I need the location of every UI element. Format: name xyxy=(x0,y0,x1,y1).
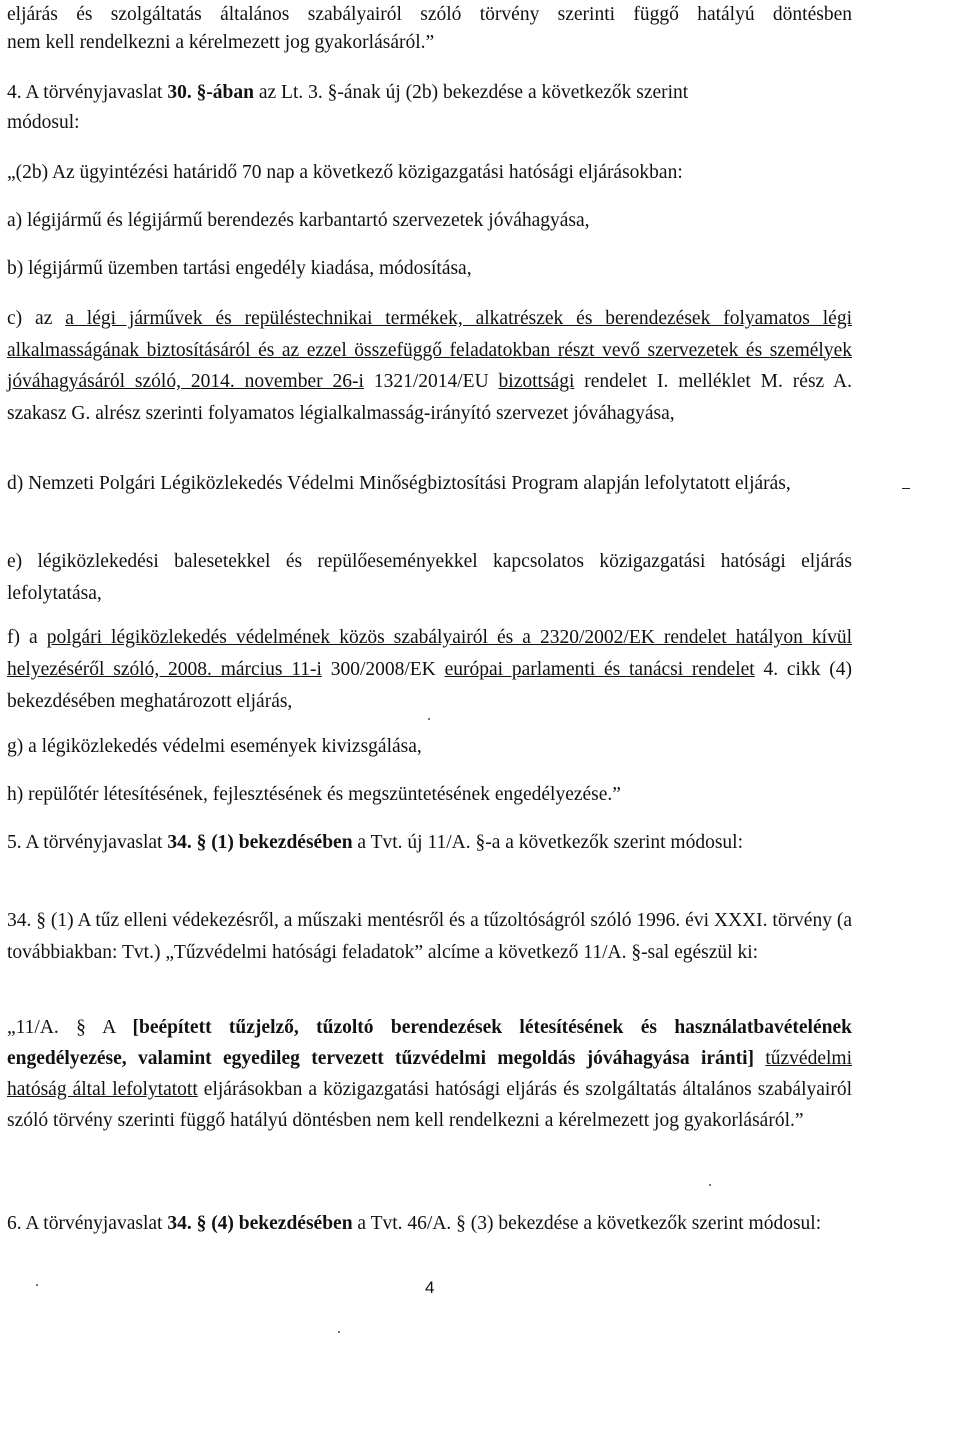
bold-text: 30. §-ában xyxy=(167,82,254,103)
text: c) az xyxy=(7,308,66,329)
text: módosul: xyxy=(7,112,80,133)
list-item-c xyxy=(7,303,852,429)
text: h) repülőtér létesítésének, fejlesztésének és megszüntetésének engedélyezése.” xyxy=(7,784,621,805)
text: 300/2008/EK xyxy=(321,659,445,680)
text: b) légijármű üzemben tartási engedély kiadása, módosítása, xyxy=(7,258,472,279)
text: 34. § (1) A tűz elleni védekezésről, a műszaki mentésről és a tűzoltóságról szóló 1996. évi XXXI. törvény (a továbbiakban: Tvt.) „Tűzvédelmi hatósági feladatok” alcíme a következő 11/A. §-sal egészül ki: xyxy=(7,910,852,963)
scan-speck xyxy=(36,1284,38,1286)
text: a Tvt. új 11/A. §-a a következők szerint módosul: xyxy=(352,832,744,853)
text: 4. cikk (4) bekezdésében meghatározott eljárás, xyxy=(7,659,852,712)
text: 1321/2014/EU xyxy=(363,371,499,392)
underlined-text: bizottsági xyxy=(498,371,575,392)
text: f) a xyxy=(7,627,47,648)
paragraph-amendment-4 xyxy=(7,78,852,138)
page-number: 4 xyxy=(425,1278,435,1297)
text xyxy=(754,1048,765,1069)
paragraph-continuation-line-1 xyxy=(7,0,852,30)
paragraph-2b-intro xyxy=(7,158,852,188)
text: az Lt. 3. §-ának új (2b) bekezdése a következők szerint xyxy=(254,82,689,103)
bold-text: 34. § (4) bekezdésében xyxy=(167,1213,353,1234)
scan-speck xyxy=(338,1331,340,1333)
text: rendelet I. melléklet M. rész A. szakasz G. alrész szerinti folyamatos légialkalmasság-irányító szervezet jóváhagyása, xyxy=(7,371,852,424)
underlined-text: európai parlamenti és tanácsi rendelet xyxy=(444,659,755,680)
text: 5. A törvényjavaslat xyxy=(7,832,168,853)
underlined-text: a légi járművek és repüléstechnikai termékek, alkatrészek és berendezések folyamatos légi alkalmasságának biztosításáról és az ezzel összefüggő feladatokban részt vevő szervezetek és személyek jóváhagyásáról szóló, 2014. november 26-i xyxy=(7,308,852,392)
list-item-d xyxy=(7,468,852,500)
text: g) a légiközlekedés védelmi események kivizsgálása, xyxy=(7,736,422,757)
text: a) légijármű és légijármű berendezés karbantartó szervezetek jóváhagyása, xyxy=(7,210,590,231)
bold-text: 34. § (1) bekezdésében xyxy=(167,832,353,853)
text: „11/A. § A xyxy=(7,1017,133,1038)
list-item-h xyxy=(7,780,852,810)
paragraph-section-11a xyxy=(7,1012,852,1136)
scan-speck xyxy=(709,1184,711,1186)
text: „(2b) Az ügyintézési határidő 70 nap a következő közigazgatási hatósági eljárásokban: xyxy=(7,162,683,183)
paragraph-amendment-6 xyxy=(7,1208,852,1239)
text: d) Nemzeti Polgári Légiközlekedés Védelmi Minőségbiztosítási Program alapján lefolytatott eljárás, xyxy=(7,473,791,494)
underlined-text: tűzvédelmi hatóság által lefolytatott xyxy=(7,1048,852,1100)
list-item-e xyxy=(7,546,852,610)
text: e) légiközlekedési balesetekkel és repülőeseményekkel kapcsolatos közigazgatási hatósági eljárás lefolytatása, xyxy=(7,551,852,604)
paragraph-continuation-line-2 xyxy=(7,28,852,58)
list-item-g xyxy=(7,732,852,762)
text: eljárásokban a közigazgatási hatósági eljárás és szolgáltatás általános szabályairól szóló törvény szerinti függő hatályú döntésben nem kell rendelkezni a kérelmezett jog gyakorlásáról.” xyxy=(7,1079,852,1131)
text: nem kell rendelkezni a kérelmezett jog gyakorlásáról.” xyxy=(7,32,435,53)
text: a Tvt. 46/A. § (3) bekezdése a következők szerint módosul: xyxy=(352,1213,822,1234)
list-item-f xyxy=(7,622,852,718)
paragraph-amendment-5 xyxy=(7,827,852,858)
bold-text: [beépített tűzjelző, tűzoltó berendezések létesítésének és használatbavételének engedélyezése, valamint egyedileg tervezett tűzvédelmi megoldás jóváhagyása iránti] xyxy=(7,1017,852,1069)
text: 6. A törvényjavaslat xyxy=(7,1213,168,1234)
text: 4. A törvényjavaslat xyxy=(7,82,168,103)
list-item-b xyxy=(7,254,852,284)
margin-mark xyxy=(902,488,910,489)
scan-speck xyxy=(428,718,430,720)
paragraph-section-34-1 xyxy=(7,905,852,968)
underlined-text: polgári légiközlekedés védelmének közös szabályairól és a 2320/2002/EK rendelet hatályon kívül helyezéséről szóló, 2008. március 11-i xyxy=(7,627,852,680)
list-item-a xyxy=(7,206,852,236)
text: eljárás és szolgáltatás általános szabályairól szóló törvény szerinti függő hatályú döntésben xyxy=(7,4,852,25)
